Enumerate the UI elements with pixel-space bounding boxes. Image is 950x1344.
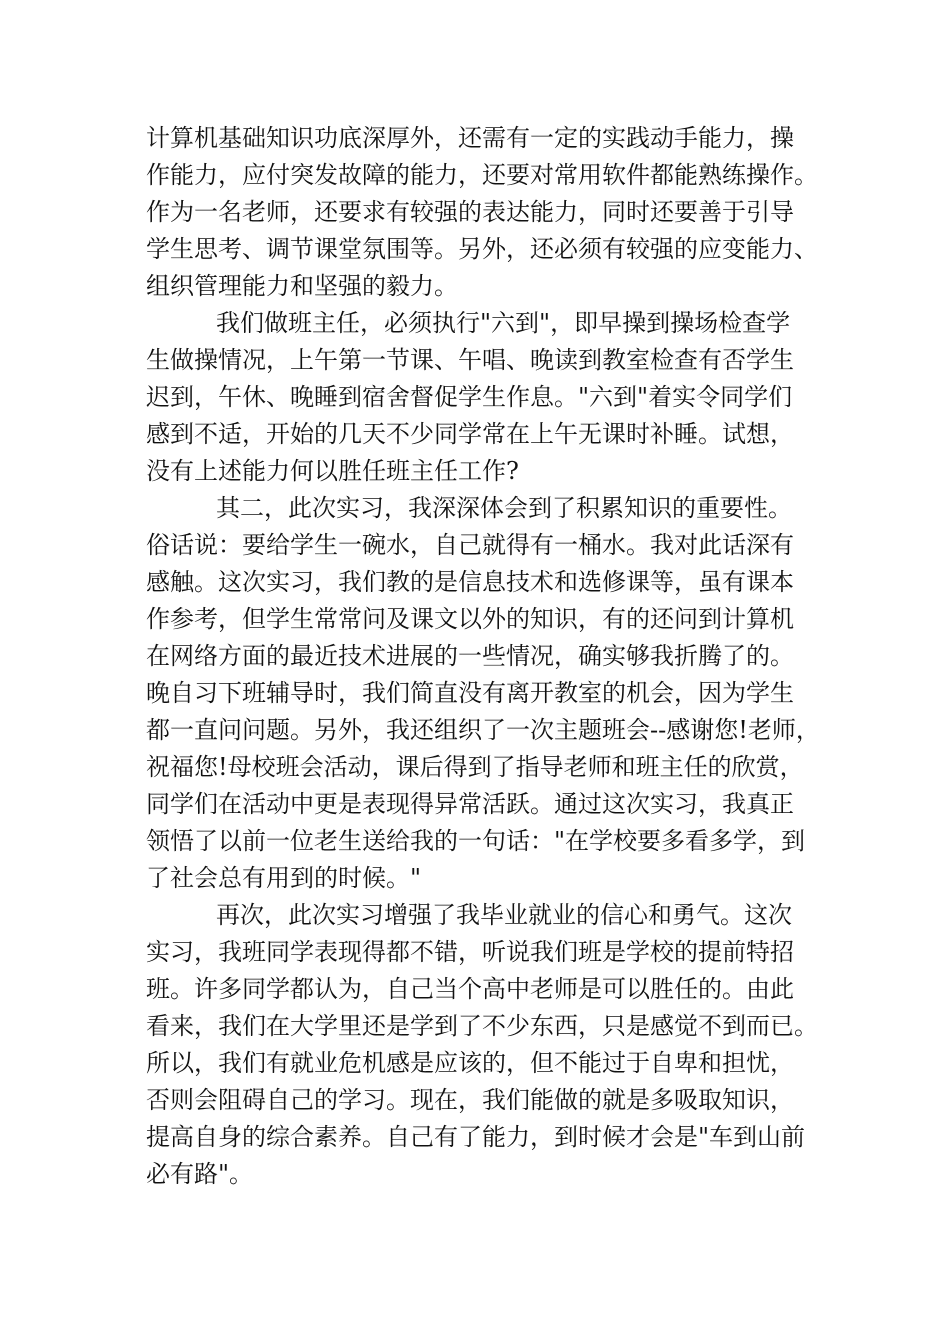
- text-line: 没有上述能力何以胜任班主任工作?: [146, 457, 519, 485]
- text-line: 否则会阻碍自己的学习。现在，我们能做的就是多吸取知识，: [146, 1086, 794, 1114]
- text-line: 学生思考、调节课堂氛围等。另外，还必须有较强的应变能力、: [146, 235, 818, 263]
- text-line: 同学们在活动中更是表现得异常活跃。通过这次实习，我真正: [146, 790, 794, 818]
- text-line: 祝福您!母校班会活动，课后得到了指导老师和班主任的欣赏，: [146, 753, 804, 781]
- paragraph-first-line: 我们做班主任，必须执行"六到"，即早操到操场检查学: [216, 309, 791, 337]
- body-text: [146, 120, 826, 1193]
- text-line: 必有路"。: [146, 1160, 254, 1188]
- text-line: 晚自习下班辅导时，我们简直没有离开教室的机会，因为学生: [146, 679, 794, 707]
- text-line: 作为一名老师，还要求有较强的表达能力，同时还要善于引导: [146, 198, 794, 226]
- text-line: 提高自身的综合素养。自己有了能力，到时候才会是"车到山前: [146, 1123, 806, 1151]
- text-line: 俗话说：要给学生一碗水，自己就得有一桶水。我对此话深有: [146, 531, 794, 559]
- text-line: 都一直问问题。另外，我还组织了一次主题班会--感谢您!老师，: [146, 716, 820, 744]
- text-line: 感触。这次实习，我们教的是信息技术和选修课等，虽有课本: [146, 568, 794, 596]
- text-line: 作能力，应付突发故障的能力，还要对常用软件都能熟练操作。: [146, 161, 818, 189]
- text-line: 计算机基础知识功底深厚外，还需有一定的实践动手能力，操: [146, 124, 794, 152]
- text-line: 所以，我们有就业危机感是应该的，但不能过于自卑和担忧，: [146, 1049, 794, 1077]
- paragraph-first-line: 其二，此次实习，我深深体会到了积累知识的重要性。: [216, 494, 792, 522]
- text-line: 了社会总有用到的时候。": [146, 864, 422, 892]
- text-line: 生做操情况，上午第一节课、午唱、晚读到教室检查有否学生: [146, 346, 794, 374]
- text-line: 作参考，但学生常常问及课文以外的知识，有的还问到计算机: [146, 605, 794, 633]
- text-line: 组织管理能力和坚强的毅力。: [146, 272, 458, 300]
- text-line: 领悟了以前一位老生送给我的一句话："在学校要多看多学，到: [146, 827, 806, 855]
- text-line: 看来，我们在大学里还是学到了不少东西，只是感觉不到而已。: [146, 1012, 818, 1040]
- text-line: 实习，我班同学表现得都不错，听说我们班是学校的提前特招: [146, 938, 794, 966]
- text-line: 迟到，午休、晚睡到宿舍督促学生作息。"六到"着实令同学们: [146, 383, 793, 411]
- paragraph-first-line: 再次，此次实习增强了我毕业就业的信心和勇气。这次: [216, 901, 792, 929]
- text-line: 感到不适，开始的几天不少同学常在上午无课时补睡。试想，: [146, 420, 794, 448]
- text-line: 班。许多同学都认为，自己当个高中老师是可以胜任的。由此: [146, 975, 794, 1003]
- text-line: 在网络方面的最近技术进展的一些情况，确实够我折腾了的。: [146, 642, 794, 670]
